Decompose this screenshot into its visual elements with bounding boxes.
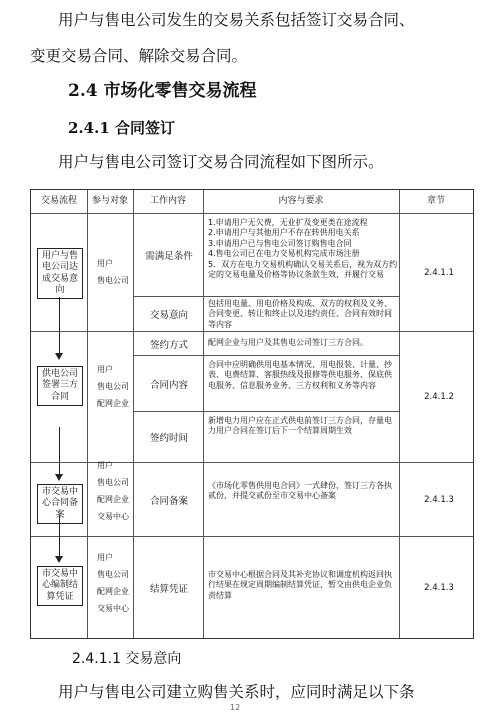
- chapter-ref: 2.4.1.3: [424, 582, 454, 593]
- chapter-ref: 2.4.1.2: [424, 392, 454, 402]
- requirement-text: 包括用电量、用电价格及构成、双方的权利及义务、合同变更、转让和终止以及违约责任、合同有效时间等内容: [208, 299, 392, 329]
- arrow-down-icon: [55, 474, 63, 481]
- chapter-ref: 2.4.1.3: [424, 494, 454, 505]
- flow-step-1: 用户与售电公司达成交易意向: [37, 248, 83, 299]
- party-group-4: 用户 售电公司 配网企业 交易中心: [97, 553, 129, 613]
- intro-paragraph-line2: 变更交易合同、解除交易合同。: [30, 47, 248, 65]
- section-title: 2.4 市场化零售交易流程: [68, 81, 257, 101]
- work-item: 签约方式: [149, 339, 188, 351]
- header-party: 参与对象: [91, 196, 128, 206]
- header-chapter: 章节: [426, 196, 445, 206]
- tail-paragraph: 用户与售电公司建立购售关系时，应同时满足以下条: [58, 683, 415, 701]
- chapter-ref: 2.4.1.1: [424, 267, 454, 278]
- flow-connector: [59, 427, 60, 474]
- requirement-text: 合同中应明确供用电基本情况、用电报装、计量、抄表、电费结算、客服热线及报修等供电服务、保底供电服务、信息服务业务、三方权利和义务等内容: [208, 360, 392, 390]
- work-item: 交易意向: [149, 310, 188, 321]
- flow-connector: [59, 516, 60, 556]
- arrow-down-icon: [55, 353, 63, 360]
- flow-connector: [59, 297, 60, 353]
- requirement-text: 配网企业与用户及其售电公司签订三方合同。: [208, 338, 368, 347]
- requirement-text: 市交易中心根据合同及其补充协议和调度机构返回执行结果在规定周期编制结算凭证，暂交由供电企业负责结算: [208, 570, 392, 600]
- flow-step-2: 供电公司签署三方合同: [37, 366, 83, 406]
- party-group-3: 用户 售电公司 配网企业 交易中心: [97, 461, 129, 521]
- header-work: 工作内容: [149, 196, 186, 206]
- sub-paragraph: 用户与售电公司签订交易合同流程如下图所示。: [58, 153, 384, 171]
- subsubsection-title: 2.4.1.1 交易意向: [72, 651, 182, 667]
- requirement-text: 《市场化零售供用电合同》一式肆份，签订三方各执贰份，并提交贰份至市交易中心备案: [208, 481, 392, 501]
- header-requirements: 内容与要求: [278, 196, 324, 206]
- page-number: 12: [230, 703, 241, 712]
- arrow-down-icon: [55, 556, 63, 563]
- process-table: [30, 189, 474, 639]
- party-group-1: 用户 售电公司: [97, 259, 129, 285]
- subsection-title: 2.4.1 合同签订: [68, 119, 175, 137]
- requirement-text: 1.申请用户无欠费，无业扩及变更类在途流程 2.申请用户与其他用户不存在转供用电关系 3.申请用户已与售电公司签订购售电合同 4.售电公司已在电力交易机构完成市场注册 5．双方在电力交易机构确认交易关系后，视为双方约定的交易电量及价格等协议条款生效，并履行交易: [208, 218, 398, 279]
- work-item: 结算凭证: [149, 583, 188, 595]
- party-group-2: 用户 售电公司 配网企业: [97, 365, 129, 408]
- requirement-text: 新增电力用户应在正式供电前签订三方合同，存量电力用户合同在签订后下一个结算周期生效: [208, 416, 392, 436]
- flow-step-3: 市交易中心合同备案: [37, 484, 83, 524]
- header-flow: 交易流程: [40, 196, 77, 206]
- work-item: 需满足条件: [145, 251, 193, 262]
- flow-step-4: 市交易中心编制结算凭证: [37, 566, 83, 606]
- work-item: 签约时间: [149, 433, 188, 444]
- work-item: 合同内容: [149, 379, 188, 391]
- intro-paragraph-line1: 用户与售电公司发生的交易关系包括签订交易合同、: [58, 11, 415, 29]
- work-item: 合同备案: [149, 495, 188, 507]
